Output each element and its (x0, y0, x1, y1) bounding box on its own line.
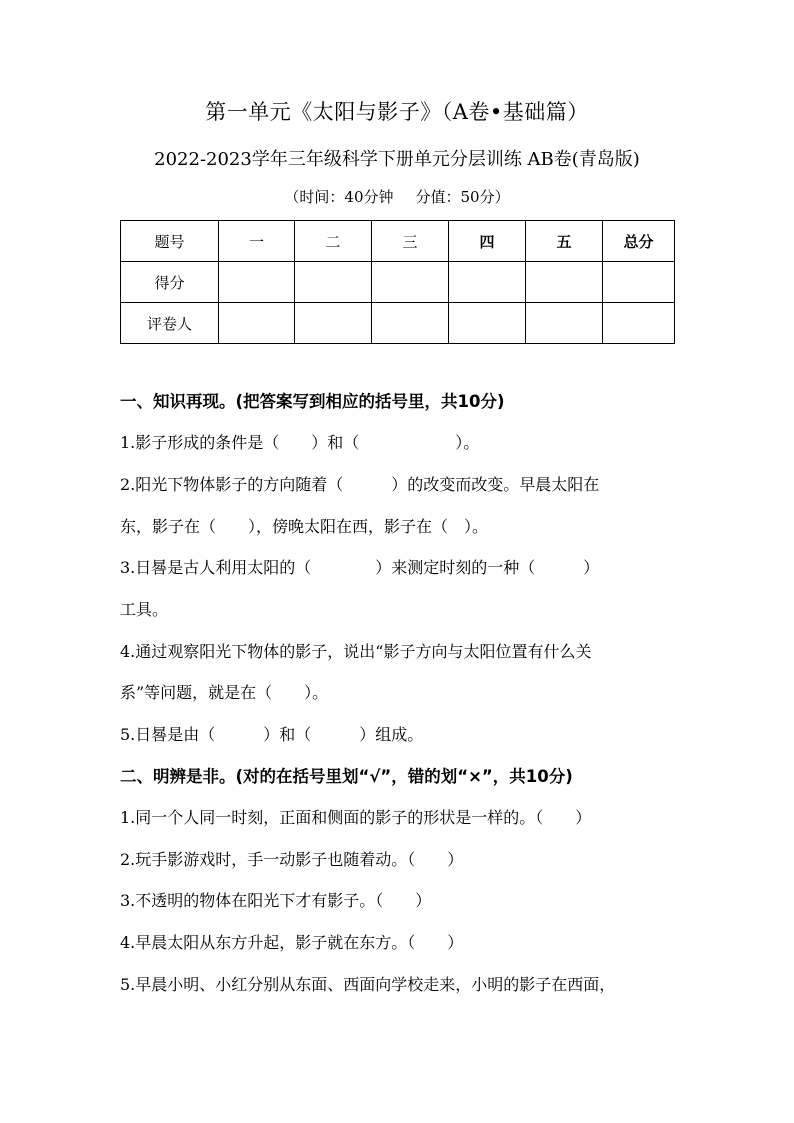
score-cell[interactable] (295, 262, 372, 303)
section-heading-1: 一、知识再现。(把答案写到相应的括号里，共10分) (120, 392, 505, 411)
exam-meta (0, 186, 794, 207)
question-line: 2.阳光下物体影子的方向随着（ ）的改变而改变。早晨太阳在 (120, 475, 600, 494)
header-cell: 二 (295, 221, 372, 262)
score-cell[interactable] (449, 262, 526, 303)
question-line: 1.同一个人同一时刻，正面和侧面的影子的形状是一样的。（ ） (120, 808, 592, 827)
score-cell[interactable] (219, 262, 295, 303)
row-label: 评卷人 (121, 303, 219, 344)
score-table-row (121, 303, 675, 344)
score-table-header-row (121, 221, 675, 262)
question-line: 5.早晨小明、小红分别从东面、西面向学校走来，小明的影子在西面， (120, 975, 616, 994)
header-cell: 总分 (603, 221, 675, 262)
header-cell: 五 (526, 221, 603, 262)
exam-score: 分值：50分） (415, 188, 510, 206)
question-line: 4.早晨太阳从东方升起，影子就在东方。（ ） (120, 933, 464, 952)
question-line: 3.日晷是古人利用太阳的（ ）来测定时刻的一种（ ） (120, 558, 600, 577)
score-table (120, 220, 675, 344)
score-cell[interactable] (295, 303, 372, 344)
score-cell[interactable] (372, 303, 449, 344)
score-cell[interactable] (526, 262, 603, 303)
score-cell[interactable] (603, 303, 675, 344)
question-line: 系”等问题，就是在（ ）。 (120, 683, 329, 702)
page-subtitle: 2022-2023学年三年级科学下册单元分层训练 AB卷(青岛版) (154, 149, 640, 170)
header-cell: 题号 (121, 221, 219, 262)
row-label: 得分 (121, 262, 219, 303)
score-table-row (121, 262, 675, 303)
header-cell: 四 (449, 221, 526, 262)
section-heading-2: 二、明辨是非。(对的在括号里划“√”，错的划“×”，共10分) (120, 767, 573, 786)
question-line: 4.通过观察阳光下物体的影子，说出“影子方向与太阳位置有什么关 (120, 642, 592, 661)
question-line: 1.影子形成的条件是（ ）和（ ）。 (120, 433, 480, 452)
header-cell: 三 (372, 221, 449, 262)
question-line: 5.日晷是由（ ）和（ ）组成。 (120, 725, 424, 744)
score-cell[interactable] (449, 303, 526, 344)
question-line: 2.玩手影游戏时，手一动影子也随着动。（ ） (120, 850, 464, 869)
page-title: 第一单元《太阳与影子》（A卷•基础篇） (205, 100, 589, 124)
header-cell: 一 (219, 221, 295, 262)
question-line: 工具。 (120, 600, 169, 619)
score-cell[interactable] (526, 303, 603, 344)
score-cell[interactable] (603, 262, 675, 303)
question-line: 3.不透明的物体在阳光下才有影子。（ ） (120, 891, 432, 910)
score-cell[interactable] (219, 303, 295, 344)
score-cell[interactable] (372, 262, 449, 303)
question-line: 东，影子在（ ），傍晚太阳在西，影子在（ ）。 (120, 517, 489, 536)
exam-time: （时间：40分钟 (284, 188, 394, 206)
